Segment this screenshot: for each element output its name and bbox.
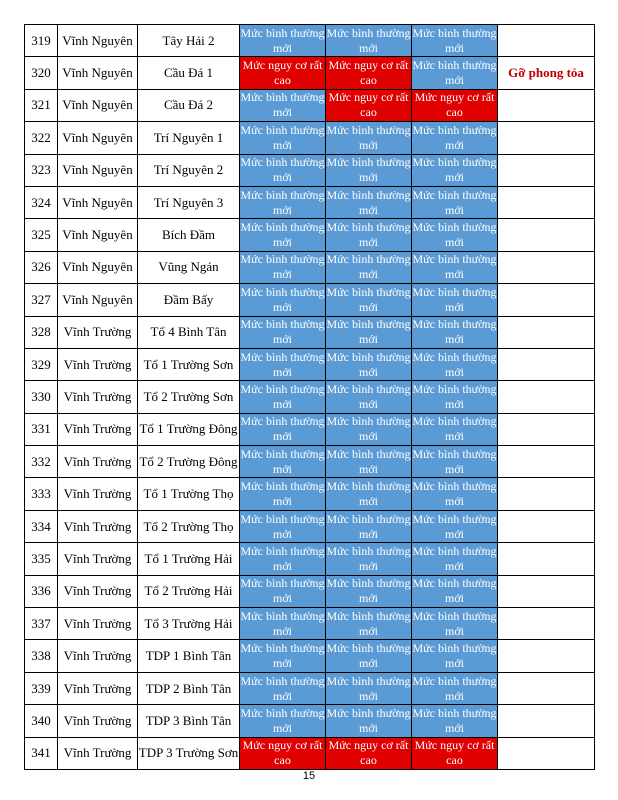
area-cell: Tổ 3 Trường Hải — [138, 608, 240, 640]
risk-level-cell: Mức nguy cơ rất cao — [326, 57, 412, 89]
table-row — [25, 348, 595, 380]
risk-level-cell: Mức bình thường mới — [412, 25, 498, 57]
commune-cell: Vĩnh Trường — [58, 737, 138, 769]
area-cell: Đầm Bấy — [138, 284, 240, 316]
risk-level-cell: Mức bình thường mới — [240, 543, 326, 575]
row-number-cell: 328 — [25, 316, 58, 348]
risk-level-cell: Mức bình thường mới — [412, 705, 498, 737]
note-cell — [498, 608, 595, 640]
table-row — [25, 510, 595, 542]
risk-level-cell: Mức bình thường mới — [326, 154, 412, 186]
row-number-cell: 320 — [25, 57, 58, 89]
area-cell: Trí Nguyên 1 — [138, 122, 240, 154]
risk-level-cell: Mức bình thường mới — [326, 219, 412, 251]
risk-level-cell: Mức bình thường mới — [326, 284, 412, 316]
row-number-cell: 341 — [25, 737, 58, 769]
risk-level-cell: Mức bình thường mới — [412, 219, 498, 251]
risk-level-cell: Mức bình thường mới — [240, 348, 326, 380]
commune-cell: Vĩnh Trường — [58, 478, 138, 510]
commune-cell: Vĩnh Trường — [58, 640, 138, 672]
risk-level-cell: Mức nguy cơ rất cao — [412, 89, 498, 121]
risk-level-cell: Mức bình thường mới — [326, 122, 412, 154]
note-cell — [498, 672, 595, 704]
risk-level-cell: Mức bình thường mới — [240, 413, 326, 445]
area-cell: TDP 3 Trường Sơn — [138, 737, 240, 769]
risk-level-cell: Mức bình thường mới — [326, 543, 412, 575]
table-row — [25, 737, 595, 769]
area-cell: Tổ 1 Trường Thọ — [138, 478, 240, 510]
commune-cell: Vĩnh Nguyên — [58, 154, 138, 186]
area-cell: TDP 2 Bình Tân — [138, 672, 240, 704]
row-number-cell: 340 — [25, 705, 58, 737]
commune-cell: Vĩnh Nguyên — [58, 122, 138, 154]
area-cell: Tổ 2 Trường Thọ — [138, 510, 240, 542]
commune-cell: Vĩnh Nguyên — [58, 25, 138, 57]
note-cell — [498, 446, 595, 478]
risk-level-cell: Mức nguy cơ rất cao — [326, 89, 412, 121]
risk-level-cell: Mức bình thường mới — [326, 413, 412, 445]
table-row — [25, 154, 595, 186]
area-cell: Tây Hải 2 — [138, 25, 240, 57]
note-cell — [498, 154, 595, 186]
risk-level-cell: Mức bình thường mới — [412, 348, 498, 380]
note-cell — [498, 510, 595, 542]
row-number-cell: 326 — [25, 251, 58, 283]
note-cell — [498, 640, 595, 672]
risk-level-cell: Mức bình thường mới — [412, 413, 498, 445]
risk-level-cell: Mức bình thường mới — [240, 25, 326, 57]
commune-cell: Vĩnh Nguyên — [58, 89, 138, 121]
row-number-cell: 327 — [25, 284, 58, 316]
commune-cell: Vĩnh Trường — [58, 608, 138, 640]
note-cell — [498, 186, 595, 218]
table-row — [25, 219, 595, 251]
risk-level-cell: Mức bình thường mới — [240, 284, 326, 316]
row-number-cell: 336 — [25, 575, 58, 607]
table-row — [25, 122, 595, 154]
area-cell: Vũng Ngán — [138, 251, 240, 283]
area-cell: Tổ 1 Trường Hải — [138, 543, 240, 575]
risk-level-cell: Mức bình thường mới — [412, 154, 498, 186]
risk-level-cell: Mức bình thường mới — [240, 154, 326, 186]
commune-cell: Vĩnh Nguyên — [58, 57, 138, 89]
risk-level-cell: Mức bình thường mới — [326, 672, 412, 704]
row-number-cell: 337 — [25, 608, 58, 640]
risk-level-cell: Mức bình thường mới — [326, 705, 412, 737]
risk-level-cell: Mức nguy cơ rất cao — [412, 737, 498, 769]
risk-level-cell: Mức bình thường mới — [326, 186, 412, 218]
table-row — [25, 186, 595, 218]
risk-level-cell: Mức bình thường mới — [240, 575, 326, 607]
risk-level-cell: Mức bình thường mới — [326, 608, 412, 640]
note-cell — [498, 478, 595, 510]
risk-level-cell: Mức bình thường mới — [240, 478, 326, 510]
commune-cell: Vĩnh Trường — [58, 348, 138, 380]
table-row — [25, 446, 595, 478]
commune-cell: Vĩnh Nguyên — [58, 251, 138, 283]
page-number: 15 — [302, 770, 316, 782]
risk-level-cell: Mức bình thường mới — [412, 510, 498, 542]
commune-cell: Vĩnh Trường — [58, 316, 138, 348]
note-cell — [498, 543, 595, 575]
note-cell — [498, 284, 595, 316]
note-cell — [498, 737, 595, 769]
row-number-cell: 339 — [25, 672, 58, 704]
table-row — [25, 57, 595, 89]
row-number-cell: 338 — [25, 640, 58, 672]
area-cell: Cầu Đá 1 — [138, 57, 240, 89]
area-cell: Bích Đầm — [138, 219, 240, 251]
risk-level-cell: Mức nguy cơ rất cao — [240, 57, 326, 89]
risk-level-cell: Mức bình thường mới — [240, 608, 326, 640]
note-cell — [498, 122, 595, 154]
table-row — [25, 575, 595, 607]
table-row — [25, 284, 595, 316]
row-number-cell: 332 — [25, 446, 58, 478]
risk-level-cell: Mức bình thường mới — [240, 186, 326, 218]
area-cell: Tổ 1 Trường Sơn — [138, 348, 240, 380]
risk-level-cell: Mức bình thường mới — [326, 575, 412, 607]
area-cell: Tổ 2 Trường Đông — [138, 446, 240, 478]
risk-level-cell: Mức nguy cơ rất cao — [326, 737, 412, 769]
risk-level-cell: Mức bình thường mới — [412, 446, 498, 478]
risk-level-cell: Mức bình thường mới — [412, 316, 498, 348]
risk-level-table — [24, 24, 595, 770]
note-cell — [498, 219, 595, 251]
row-number-cell: 335 — [25, 543, 58, 575]
area-cell: Tổ 2 Trường Hải — [138, 575, 240, 607]
commune-cell: Vĩnh Trường — [58, 510, 138, 542]
risk-level-cell: Mức nguy cơ rất cao — [240, 737, 326, 769]
row-number-cell: 329 — [25, 348, 58, 380]
row-number-cell: 333 — [25, 478, 58, 510]
commune-cell: Vĩnh Nguyên — [58, 219, 138, 251]
note-cell — [498, 316, 595, 348]
risk-level-cell: Mức bình thường mới — [326, 381, 412, 413]
row-number-cell: 331 — [25, 413, 58, 445]
area-cell: Tổ 1 Trường Đông — [138, 413, 240, 445]
note-cell — [498, 705, 595, 737]
area-cell: TDP 1 Bình Tân — [138, 640, 240, 672]
risk-level-cell: Mức bình thường mới — [240, 89, 326, 121]
row-number-cell: 324 — [25, 186, 58, 218]
row-number-cell: 325 — [25, 219, 58, 251]
risk-level-cell: Mức bình thường mới — [412, 672, 498, 704]
table-row — [25, 608, 595, 640]
row-number-cell: 323 — [25, 154, 58, 186]
risk-level-cell: Mức bình thường mới — [240, 122, 326, 154]
note-cell — [498, 381, 595, 413]
table-row — [25, 672, 595, 704]
area-cell: TDP 3 Bình Tân — [138, 705, 240, 737]
row-number-cell: 334 — [25, 510, 58, 542]
table-row — [25, 478, 595, 510]
note-cell — [498, 25, 595, 57]
table-row — [25, 413, 595, 445]
risk-level-cell: Mức bình thường mới — [412, 57, 498, 89]
commune-cell: Vĩnh Trường — [58, 543, 138, 575]
commune-cell: Vĩnh Trường — [58, 672, 138, 704]
note-cell — [498, 348, 595, 380]
area-cell: Tổ 4 Bình Tân — [138, 316, 240, 348]
risk-level-cell: Mức bình thường mới — [412, 381, 498, 413]
risk-level-cell: Mức bình thường mới — [240, 219, 326, 251]
commune-cell: Vĩnh Trường — [58, 705, 138, 737]
table-row — [25, 543, 595, 575]
risk-level-cell: Mức bình thường mới — [240, 251, 326, 283]
risk-level-cell: Mức bình thường mới — [240, 510, 326, 542]
note-cell — [498, 251, 595, 283]
commune-cell: Vĩnh Trường — [58, 446, 138, 478]
note-cell — [498, 413, 595, 445]
risk-level-cell: Mức bình thường mới — [240, 640, 326, 672]
risk-level-cell: Mức bình thường mới — [240, 381, 326, 413]
risk-level-cell: Mức bình thường mới — [412, 575, 498, 607]
area-cell: Trí Nguyên 3 — [138, 186, 240, 218]
table-row — [25, 316, 595, 348]
row-number-cell: 321 — [25, 89, 58, 121]
commune-cell: Vĩnh Trường — [58, 413, 138, 445]
risk-level-cell: Mức bình thường mới — [240, 672, 326, 704]
risk-level-cell: Mức bình thường mới — [240, 316, 326, 348]
area-cell: Cầu Đá 2 — [138, 89, 240, 121]
row-number-cell: 330 — [25, 381, 58, 413]
risk-level-cell: Mức bình thường mới — [240, 446, 326, 478]
table-row — [25, 381, 595, 413]
risk-level-cell: Mức bình thường mới — [326, 478, 412, 510]
risk-level-cell: Mức bình thường mới — [326, 510, 412, 542]
risk-level-cell: Mức bình thường mới — [412, 543, 498, 575]
table-row — [25, 705, 595, 737]
risk-level-cell: Mức bình thường mới — [326, 446, 412, 478]
table-row — [25, 25, 595, 57]
risk-level-cell: Mức bình thường mới — [412, 186, 498, 218]
table-body — [25, 25, 595, 770]
risk-level-cell: Mức bình thường mới — [412, 122, 498, 154]
area-cell: Trí Nguyên 2 — [138, 154, 240, 186]
risk-level-cell: Mức bình thường mới — [326, 251, 412, 283]
risk-level-cell: Mức bình thường mới — [326, 316, 412, 348]
risk-level-cell: Mức bình thường mới — [412, 284, 498, 316]
risk-level-cell: Mức bình thường mới — [326, 640, 412, 672]
risk-level-cell: Mức bình thường mới — [412, 608, 498, 640]
commune-cell: Vĩnh Trường — [58, 381, 138, 413]
commune-cell: Vĩnh Trường — [58, 575, 138, 607]
note-cell — [498, 89, 595, 121]
note-cell: Gỡ phong tỏa — [498, 57, 595, 89]
commune-cell: Vĩnh Nguyên — [58, 284, 138, 316]
risk-level-cell: Mức bình thường mới — [412, 640, 498, 672]
commune-cell: Vĩnh Nguyên — [58, 186, 138, 218]
table-row — [25, 89, 595, 121]
risk-level-cell: Mức bình thường mới — [412, 251, 498, 283]
risk-level-cell: Mức bình thường mới — [326, 348, 412, 380]
note-cell — [498, 575, 595, 607]
risk-level-cell: Mức bình thường mới — [326, 25, 412, 57]
risk-level-cell: Mức bình thường mới — [412, 478, 498, 510]
table-row — [25, 251, 595, 283]
row-number-cell: 319 — [25, 25, 58, 57]
table-row — [25, 640, 595, 672]
row-number-cell: 322 — [25, 122, 58, 154]
area-cell: Tổ 2 Trường Sơn — [138, 381, 240, 413]
risk-level-cell: Mức bình thường mới — [240, 705, 326, 737]
